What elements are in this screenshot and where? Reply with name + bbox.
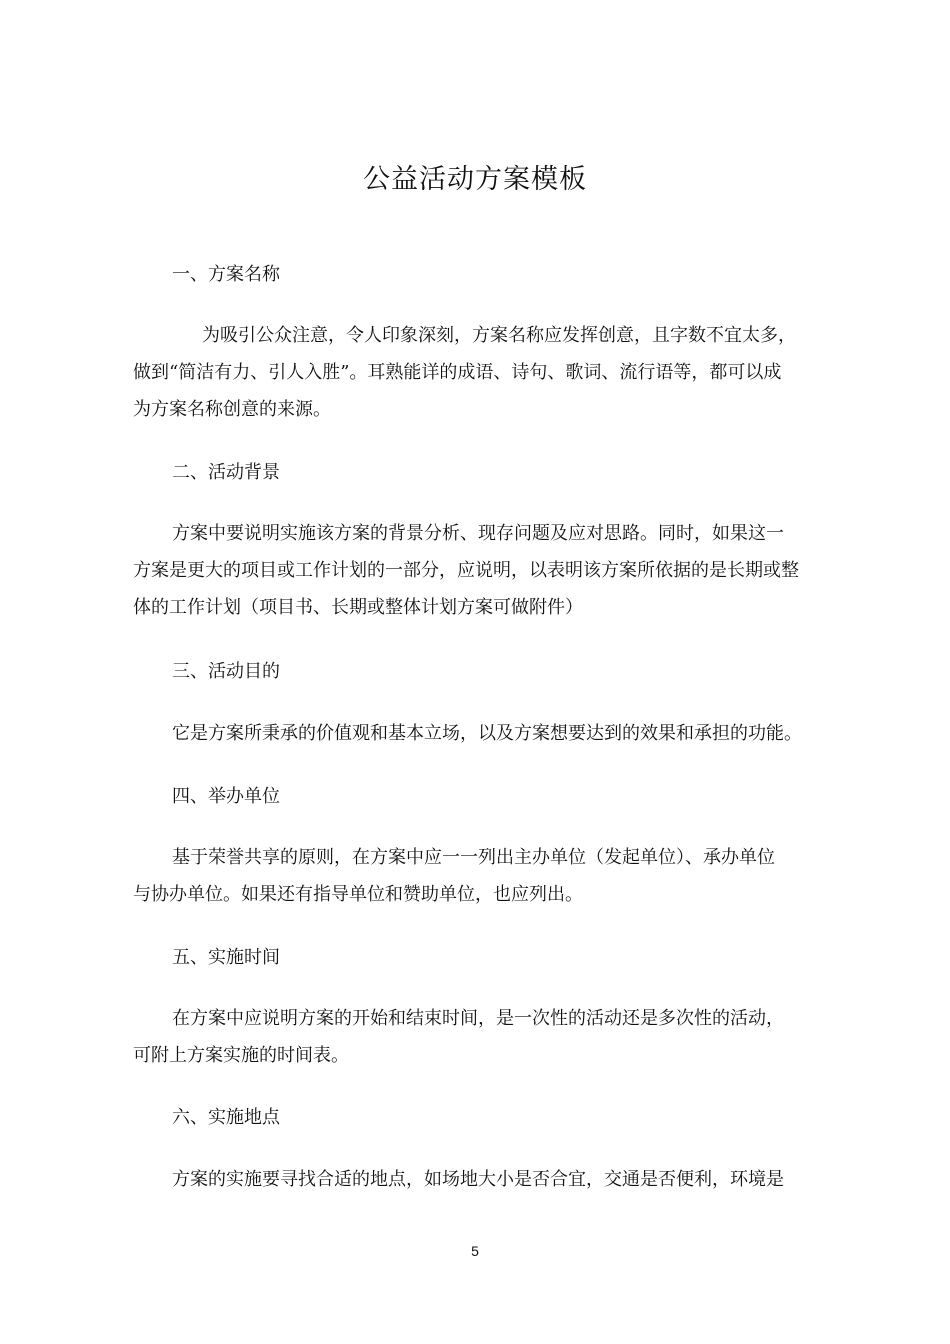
paragraph-line: 为方案名称创意的来源。 — [133, 399, 331, 420]
paragraph-line: 方案中要说明实施该方案的背景分析、现存问题及应对思路。同时，如果这一 — [172, 523, 784, 544]
section-heading-organizers: 四、举办单位 — [172, 786, 280, 807]
section-paragraph-organizers — [133, 839, 833, 913]
paragraph-line: 体的工作计划（项目书、长期或整体计划方案可做附件） — [133, 597, 583, 618]
section-paragraph-background — [133, 515, 833, 626]
section-heading-background: 二、活动背景 — [172, 462, 280, 483]
paragraph-line: 基于荣誉共享的原则，在方案中应一一列出主办单位（发起单位）、承办单位 — [172, 847, 775, 868]
section-paragraph-name — [133, 317, 833, 428]
paragraph-line: 可附上方案实施的时间表。 — [133, 1045, 349, 1066]
section-paragraph-time — [133, 1000, 833, 1074]
section-heading-purpose: 三、活动目的 — [172, 661, 280, 682]
section-heading-name: 一、方案名称 — [172, 264, 280, 285]
paragraph-line: 方案的实施要寻找合适的地点，如场地大小是否合宜，交通是否便利，环境是 — [172, 1169, 784, 1190]
section-heading-location: 六、实施地点 — [172, 1107, 280, 1128]
paragraph-line: 做到“简洁有力、引人入胜”。耳熟能详的成语、诗句、歌词、流行语等，都可以成 — [133, 362, 782, 383]
section-paragraph-location — [133, 1161, 833, 1198]
paragraph-line: 它是方案所秉承的价值观和基本立场，以及方案想要达到的效果和承担的功能。 — [172, 723, 802, 744]
paragraph-line: 方案是更大的项目或工作计划的一部分，应说明，以表明该方案所依据的是长期或整 — [133, 560, 799, 581]
section-paragraph-purpose — [133, 715, 833, 752]
document-title: 公益活动方案模板 — [363, 164, 587, 195]
section-heading-time: 五、实施时间 — [172, 947, 280, 968]
paragraph-line: 在方案中应说明方案的开始和结束时间，是一次性的活动还是多次性的活动， — [172, 1008, 784, 1029]
page-number: 5 — [471, 1243, 479, 1259]
paragraph-line: 为吸引公众注意，令人印象深刻，方案名称应发挥创意，且字数不宜太多， — [202, 325, 796, 346]
paragraph-line: 与协办单位。如果还有指导单位和赞助单位，也应列出。 — [133, 884, 583, 905]
